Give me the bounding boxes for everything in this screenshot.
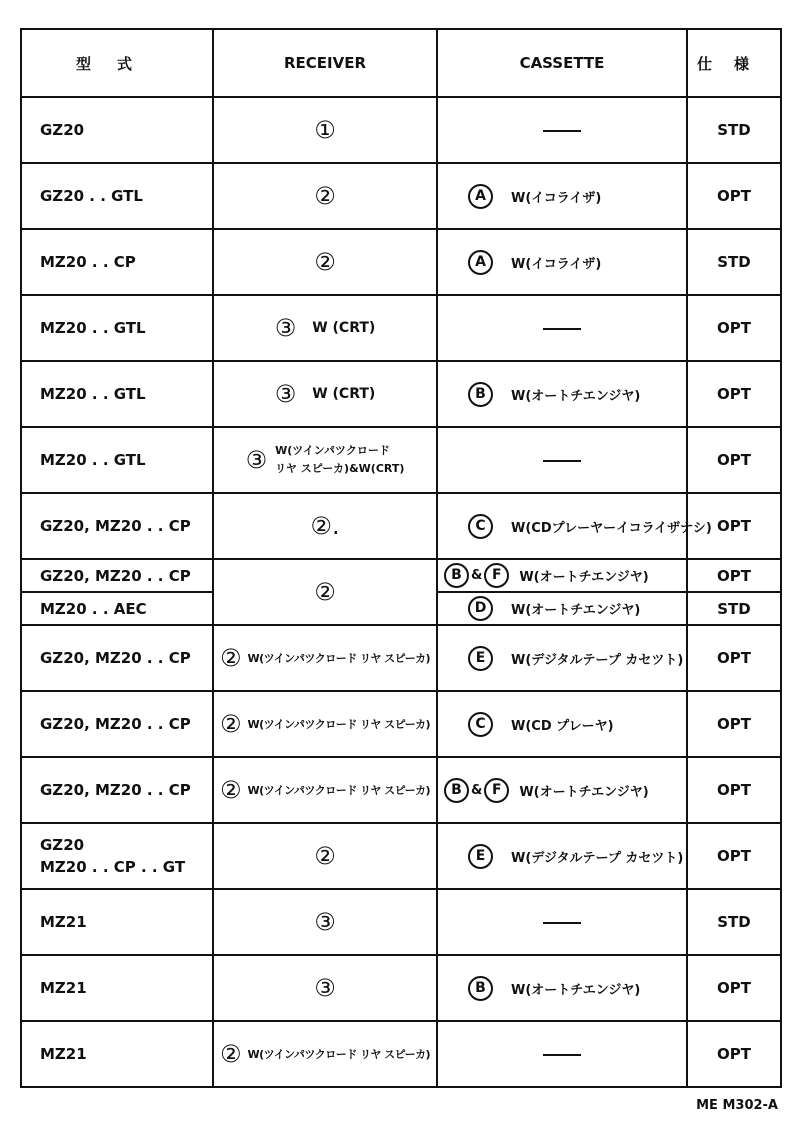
cassette-text: W(イコライザ) <box>511 190 602 206</box>
spec-cell: OPT <box>687 427 781 493</box>
model-text: MZ20 . . GTL <box>40 319 146 337</box>
receiver-text-line: W(ツインパツクロード <box>275 444 390 457</box>
model-cell <box>21 361 213 427</box>
spec-cell: OPT <box>687 823 781 889</box>
receiver-cell <box>213 427 437 493</box>
spec-cell: STD <box>687 97 781 163</box>
circled-letter-f: F <box>484 563 509 588</box>
model-text: GZ20, MZ20 . . CP <box>40 781 191 799</box>
none-dash <box>543 130 581 132</box>
receiver-number: ② <box>219 710 242 738</box>
cassette-text: W(オートチエンジヤ) <box>511 603 641 618</box>
cassette-cell <box>437 361 687 427</box>
receiver-text-block <box>275 442 404 478</box>
cassette-cell <box>437 691 687 757</box>
cassette-cell <box>437 592 687 625</box>
table-row <box>21 295 781 361</box>
receiver-number: ③ <box>274 314 297 342</box>
model-text: GZ20, MZ20 . . CP <box>40 649 191 667</box>
receiver-text: W(ツインパツクロード リヤ スピーカ) <box>247 784 431 797</box>
circled-letter-a: A <box>468 184 493 209</box>
audio-spec-table <box>20 28 782 1088</box>
none-dash <box>543 328 581 330</box>
model-cell <box>21 1021 213 1087</box>
header-spec: 仕様 <box>687 29 781 97</box>
circled-letter-f: F <box>484 778 509 803</box>
receiver-cell <box>213 691 437 757</box>
receiver-cell <box>213 955 437 1021</box>
table-row <box>21 691 781 757</box>
cassette-cell <box>437 493 712 559</box>
circled-letter-b: B <box>468 976 493 1001</box>
receiver-number: ② <box>219 776 242 804</box>
cassette-text: W(イコライザ) <box>511 256 602 272</box>
cassette-cell <box>437 163 687 229</box>
circled-letter-e: E <box>468 844 493 869</box>
receiver-cell <box>213 559 437 625</box>
receiver-number: ② <box>314 578 336 606</box>
spec-cell: OPT <box>687 1021 781 1087</box>
model-cell <box>21 493 213 559</box>
receiver-number: ③ <box>245 446 268 474</box>
none-dash <box>543 922 581 924</box>
table-row <box>21 229 781 295</box>
table-row <box>21 163 781 229</box>
receiver-number: ②. <box>310 512 340 540</box>
receiver-number: ① <box>314 116 336 144</box>
header-receiver: RECEIVER <box>213 29 437 97</box>
model-cell <box>21 823 213 889</box>
table-row <box>21 889 781 955</box>
table-header-row <box>21 29 781 97</box>
header-model: 型式 <box>21 29 213 97</box>
receiver-cell <box>213 163 437 229</box>
spec-cell: STD <box>687 889 781 955</box>
ampersand: & <box>471 568 483 583</box>
spec-cell: STD <box>687 229 781 295</box>
receiver-cell <box>213 889 437 955</box>
cassette-text: W(オートチエンジヤ) <box>519 784 649 800</box>
spec-cell: OPT <box>687 559 781 592</box>
table-row <box>21 559 781 592</box>
spec-cell: OPT <box>687 757 781 823</box>
receiver-cell <box>213 97 437 163</box>
receiver-cell <box>213 1021 437 1087</box>
model-cell <box>21 97 213 163</box>
cassette-text: W(CDプレーヤーイコライザナシ) <box>511 520 712 536</box>
model-cell <box>21 592 213 625</box>
model-cell <box>21 163 213 229</box>
none-dash <box>543 460 581 462</box>
cassette-cell <box>437 823 687 889</box>
cassette-cell <box>437 427 687 493</box>
receiver-text: W(ツインパツクロード リヤ スピーカ) <box>247 1048 431 1061</box>
model-text: GZ20, MZ20 . . CP <box>40 566 191 585</box>
model-text: GZ20, MZ20 . . CP <box>40 715 191 733</box>
cassette-text: W(デジタルテープ カセツト) <box>511 850 684 866</box>
model-cell <box>21 691 213 757</box>
receiver-number: ② <box>219 1040 242 1068</box>
receiver-number: ② <box>314 248 336 276</box>
ampersand: & <box>471 782 483 798</box>
receiver-number: ② <box>314 182 336 210</box>
spec-cell: OPT <box>687 691 781 757</box>
receiver-number: ③ <box>314 974 336 1002</box>
cassette-text: W(オートチエンジヤ) <box>511 388 641 404</box>
receiver-cell <box>213 361 437 427</box>
model-text: MZ21 <box>40 1045 87 1063</box>
spec-cell: OPT <box>687 625 781 691</box>
receiver-text: W(ツインパツクロード リヤ スピーカ) <box>247 718 431 731</box>
spec-table-wrapper <box>20 28 778 1088</box>
circled-letter-c: C <box>468 712 493 737</box>
cassette-cell <box>437 295 687 361</box>
receiver-text: W(ツインパツクロード リヤ スピーカ) <box>247 652 431 665</box>
model-text: GZ20 MZ20 . . CP . . GT <box>40 836 186 876</box>
receiver-cell <box>213 823 437 889</box>
receiver-cell <box>213 625 437 691</box>
receiver-number: ② <box>314 842 336 870</box>
cassette-text: W(CD プレーヤ) <box>511 718 614 734</box>
cassette-cell <box>437 757 687 823</box>
model-text: MZ20 . . AEC <box>40 599 147 618</box>
circled-letter-c: C <box>468 514 493 539</box>
cassette-cell <box>437 955 687 1021</box>
table-row <box>21 955 781 1021</box>
circled-letter-a: A <box>468 250 493 275</box>
table-body <box>21 97 781 1087</box>
spec-cell: OPT <box>687 493 781 559</box>
receiver-number: ② <box>219 644 242 672</box>
receiver-text: W (CRT) <box>312 320 376 336</box>
table-row <box>21 823 781 889</box>
document-reference: ME M302-A <box>696 1098 778 1113</box>
receiver-text: W (CRT) <box>312 386 376 402</box>
table-row <box>21 493 781 559</box>
cassette-text: W(デジタルテープ カセツト) <box>511 652 684 668</box>
cassette-cell <box>437 889 687 955</box>
cassette-cell <box>437 625 687 691</box>
model-cell <box>21 559 213 592</box>
circled-letter-d: D <box>468 596 493 621</box>
spec-cell: OPT <box>687 955 781 1021</box>
spec-cell: STD <box>687 592 781 625</box>
receiver-cell <box>213 493 437 559</box>
receiver-cell <box>213 229 437 295</box>
circled-letter-e: E <box>468 646 493 671</box>
table-row <box>21 757 781 823</box>
circled-letter-b: B <box>444 563 469 588</box>
header-cassette: CASSETTE <box>437 29 687 97</box>
model-text: MZ20 . . CP <box>40 253 136 271</box>
model-text: MZ21 <box>40 979 87 997</box>
receiver-number: ③ <box>274 380 297 408</box>
model-cell <box>21 295 213 361</box>
model-text: GZ20 <box>40 121 85 139</box>
cassette-text: W(オートチエンジヤ) <box>511 982 641 998</box>
cassette-text: W(オートチエンジヤ) <box>519 570 649 585</box>
model-text: MZ21 <box>40 913 87 931</box>
receiver-number: ③ <box>314 908 336 936</box>
spec-cell: OPT <box>687 361 781 427</box>
table-row <box>21 97 781 163</box>
circled-letter-b: B <box>444 778 469 803</box>
cassette-cell <box>437 97 687 163</box>
model-cell <box>21 229 213 295</box>
model-cell <box>21 625 213 691</box>
cassette-cell <box>437 559 687 592</box>
model-cell <box>21 889 213 955</box>
model-cell <box>21 757 213 823</box>
table-row <box>21 361 781 427</box>
none-dash <box>543 1054 581 1056</box>
model-text: MZ20 . . GTL <box>40 385 146 403</box>
model-text: GZ20 . . GTL <box>40 187 143 205</box>
receiver-cell <box>213 295 437 361</box>
model-cell <box>21 955 213 1021</box>
model-cell <box>21 427 213 493</box>
circled-letter-b: B <box>468 382 493 407</box>
spec-cell: OPT <box>687 295 781 361</box>
spec-cell: OPT <box>687 163 781 229</box>
table-row <box>21 1021 781 1087</box>
cassette-cell <box>437 229 687 295</box>
table-row <box>21 427 781 493</box>
cassette-cell <box>437 1021 687 1087</box>
model-text: MZ20 . . GTL <box>40 451 146 469</box>
table-row <box>21 625 781 691</box>
receiver-cell <box>213 757 437 823</box>
receiver-text-line: リヤ スピーカ)&W(CRT) <box>275 462 405 475</box>
model-text: GZ20, MZ20 . . CP <box>40 517 191 535</box>
